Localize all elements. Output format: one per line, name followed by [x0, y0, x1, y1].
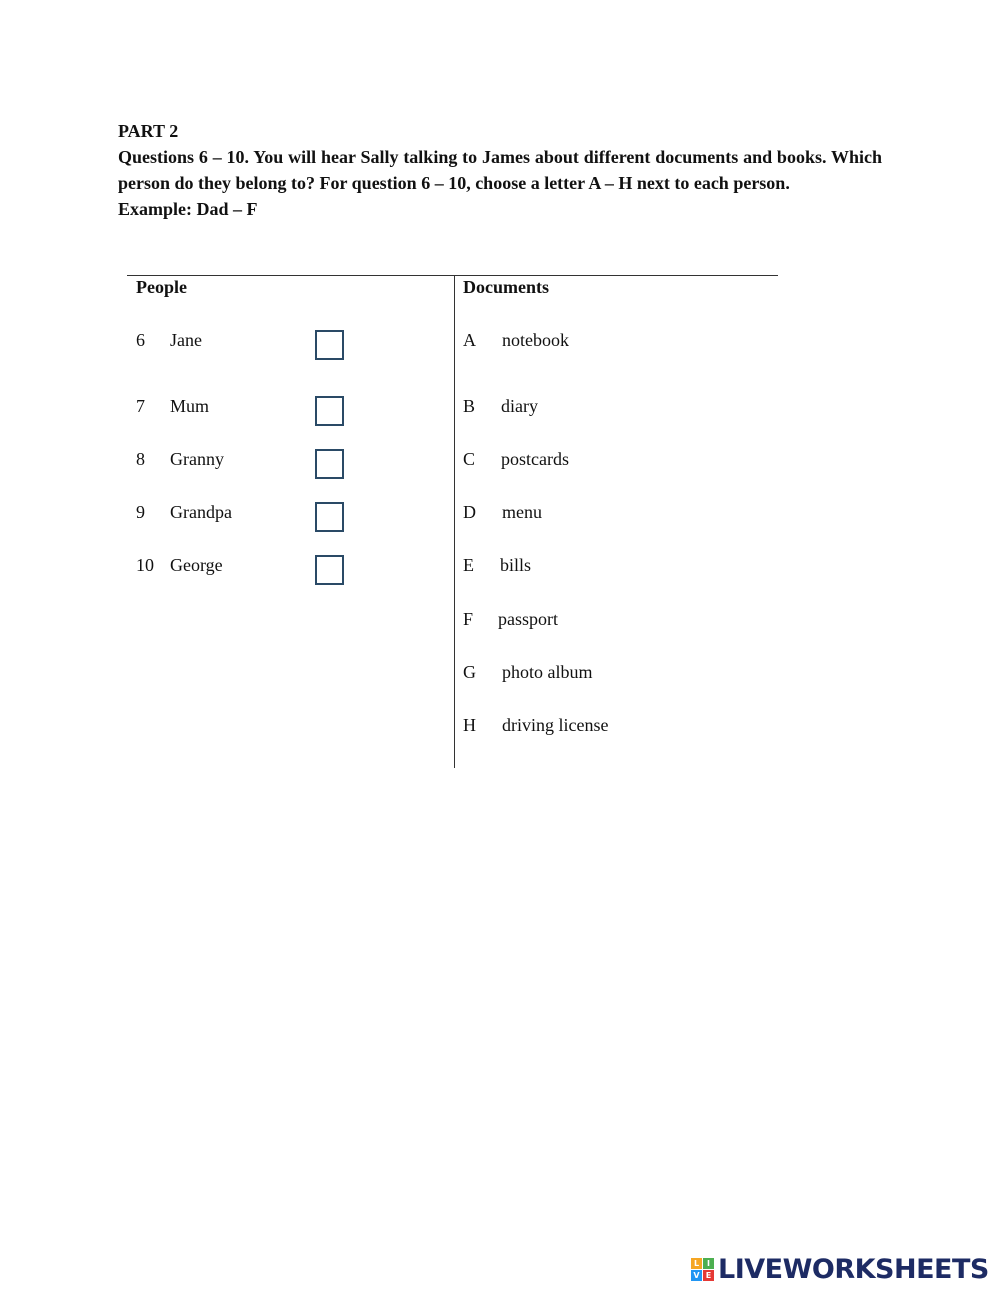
document-item: driving license: [502, 715, 609, 735]
example-text: Example: Dad – F: [118, 199, 258, 219]
logo-badge-letter: E: [703, 1270, 714, 1281]
document-letter: E: [463, 555, 474, 575]
answer-box-10[interactable]: [315, 555, 344, 585]
document-letter: A: [463, 330, 476, 350]
liveworksheets-logo: [691, 1253, 989, 1285]
document-item: passport: [498, 609, 558, 629]
answer-box-7[interactable]: [315, 396, 344, 426]
column-divider: [454, 275, 455, 768]
person-name: Mum: [170, 396, 210, 416]
document-item: notebook: [502, 330, 569, 350]
person-number: 8: [136, 449, 145, 469]
instructions-block: [118, 118, 882, 222]
documents-heading: Documents: [463, 277, 549, 297]
document-item: bills: [500, 555, 532, 575]
people-heading: People: [136, 277, 187, 297]
person-name: George: [170, 555, 223, 575]
person-name: Grandpa: [170, 502, 232, 522]
part-heading: PART 2: [118, 121, 179, 141]
answer-box-9[interactable]: [315, 502, 344, 532]
person-name: Granny: [170, 449, 224, 469]
person-number: 10: [136, 555, 154, 575]
document-letter: H: [463, 715, 476, 735]
document-letter: C: [463, 449, 476, 469]
document-item: diary: [501, 396, 538, 416]
document-letter: G: [463, 662, 476, 682]
document-letter: D: [463, 502, 476, 522]
logo-badge-letter: I: [703, 1258, 714, 1269]
document-letter: F: [463, 609, 474, 629]
person-number: 7: [136, 396, 145, 416]
question-text: Questions 6 – 10. You will hear Sally talking to James about different documents and books. Which person do they belong to? For question 6 – 10, choose a letter A – H next to each person.: [118, 147, 882, 193]
logo-text: LIVEWORKSHEETS: [718, 1253, 989, 1285]
logo-badge-letter: L: [691, 1258, 702, 1269]
document-item: menu: [502, 502, 542, 522]
document-letter: B: [463, 396, 476, 416]
document-item: postcards: [501, 449, 569, 469]
document-item: photo album: [502, 662, 593, 682]
person-number: 9: [136, 502, 145, 522]
answer-box-6[interactable]: [315, 330, 344, 360]
logo-badge-icon: [691, 1258, 714, 1281]
person-number: 6: [136, 330, 145, 350]
person-name: Jane: [170, 330, 202, 350]
answer-box-8[interactable]: [315, 449, 344, 479]
logo-badge-letter: V: [691, 1270, 702, 1281]
